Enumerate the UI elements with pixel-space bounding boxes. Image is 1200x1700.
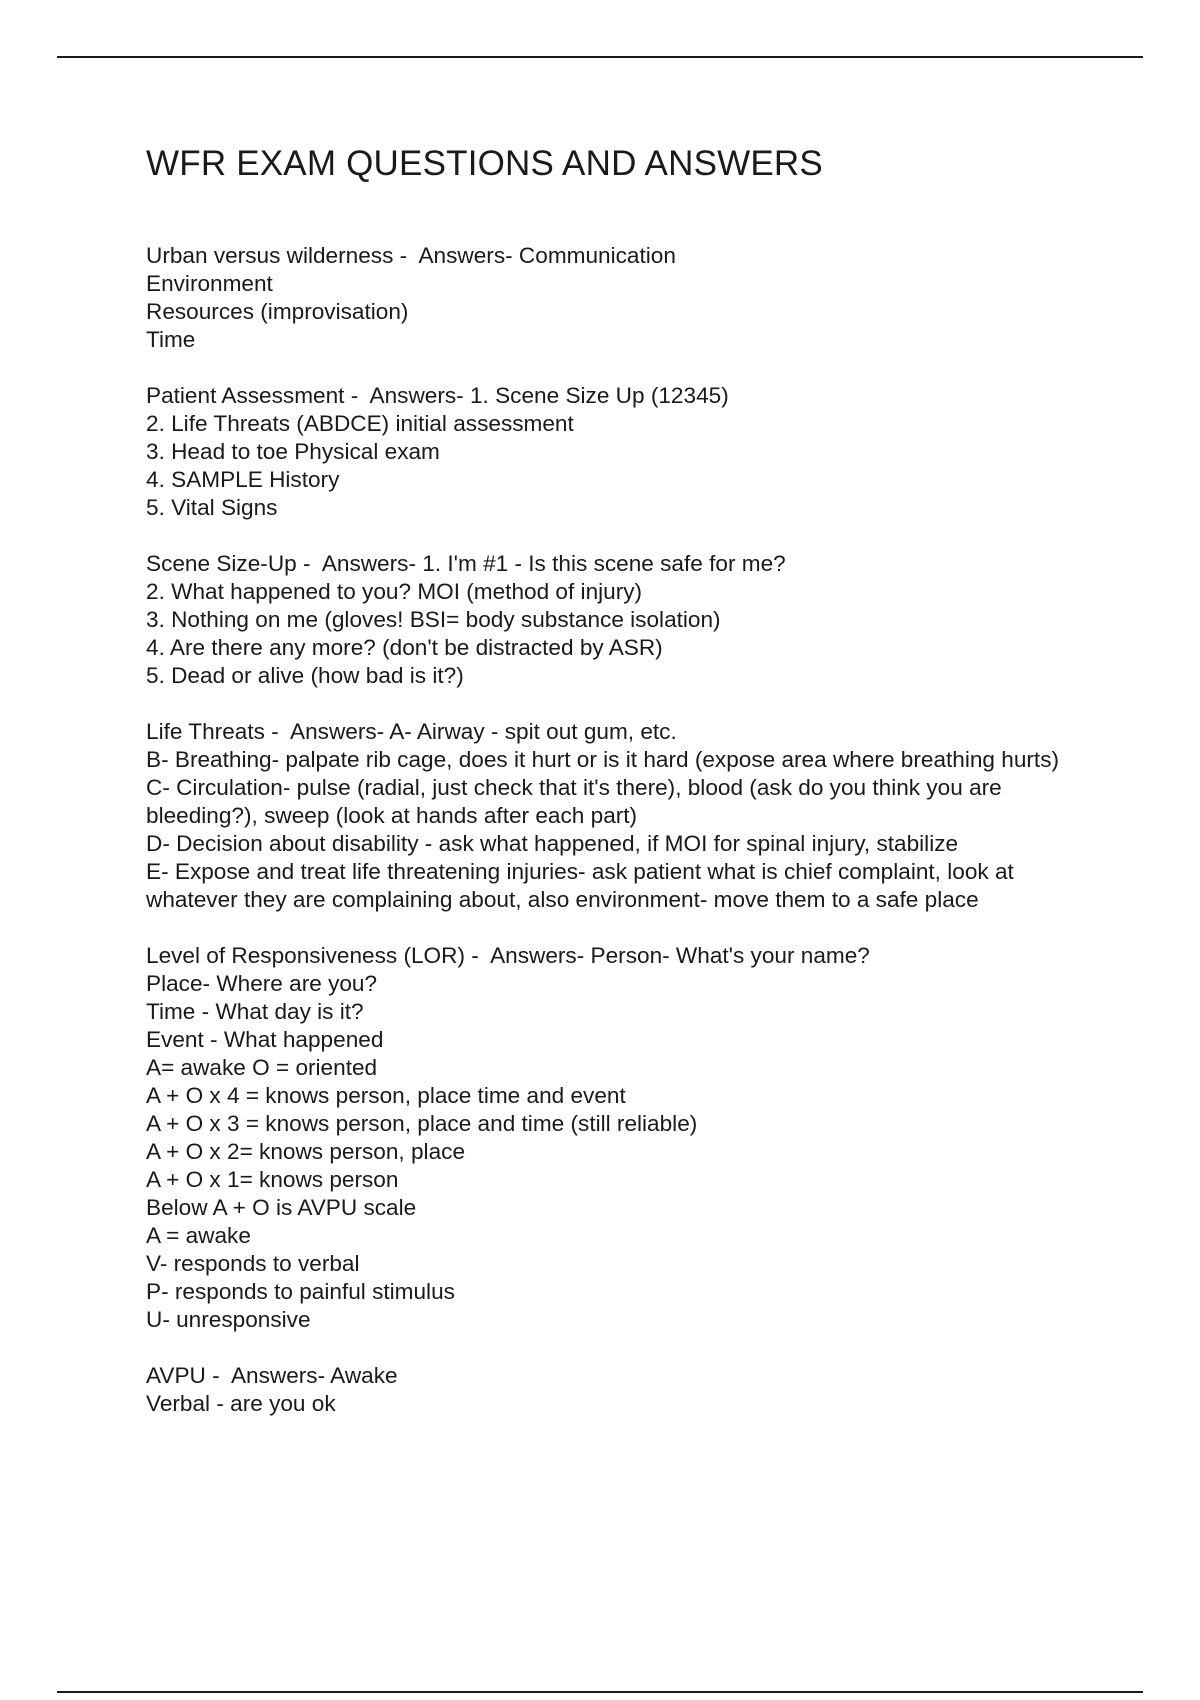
answer-line: A= awake O = oriented — [146, 1055, 378, 1080]
qa-section — [146, 382, 1086, 522]
question-text: Scene Size-Up — [146, 551, 297, 576]
answer-line: Below A + O is AVPU scale — [146, 1195, 417, 1220]
top-rule — [57, 56, 1143, 58]
answer-line: D- Decision about disability - ask what happened, if MOI for spinal injury, stabilize — [146, 831, 959, 856]
answer-label: Answers- — [418, 243, 513, 268]
answer-line: Resources (improvisation) — [146, 299, 409, 324]
answer-label: Answers- — [321, 551, 416, 576]
answer-text: A- Airway - spit out gum, etc. — [384, 719, 677, 744]
qa-separator: - — [205, 1363, 231, 1388]
answer-text: Communication — [512, 243, 676, 268]
answer-line: A + O x 2= knows person, place — [146, 1139, 466, 1164]
answer-label: Answers- — [369, 383, 464, 408]
answer-line: C- Circulation- pulse (radial, just check that it's there), blood (ask do you think you are bleeding?), sweep (look at hands after each part) — [146, 775, 1009, 828]
question-text: Life Threats — [146, 719, 265, 744]
qa-first-line — [146, 382, 1086, 410]
qa-first-line — [146, 718, 1086, 746]
answer-label: Answers- — [230, 1363, 326, 1388]
qa-first-line — [146, 942, 1086, 970]
answer-line: 3. Head to toe Physical exam — [146, 439, 440, 464]
answer-label: Answers- — [290, 719, 385, 744]
question-text: AVPU — [146, 1363, 206, 1388]
page-title: WFR EXAM QUESTIONS AND ANSWERS — [146, 144, 823, 183]
qa-section — [146, 1362, 1086, 1418]
qa-section — [146, 242, 1086, 354]
answer-line: Time — [146, 327, 196, 352]
question-text: Patient Assessment — [146, 383, 345, 408]
answer-line: A + O x 3 = knows person, place and time (still reliable) — [146, 1111, 698, 1136]
answer-line: Time - What day is it? — [146, 999, 364, 1024]
answer-line: 3. Nothing on me (gloves! BSI= body substance isolation) — [146, 607, 721, 632]
answer-text: Person- What's your name? — [584, 943, 870, 968]
question-text: Level of Responsiveness (LOR) — [146, 943, 465, 968]
answer-line: B- Breathing- palpate rib cage, does it hurt or is it hard (expose area where breathing hurts) — [146, 747, 1060, 772]
answer-line: 4. SAMPLE History — [146, 467, 340, 492]
answer-text: 1. I'm #1 - Is this scene safe for me? — [415, 551, 786, 576]
answer-text: Awake — [325, 1363, 398, 1388]
answer-line: V- responds to verbal — [146, 1251, 360, 1276]
qa-content — [146, 242, 1086, 1446]
qa-first-line — [146, 550, 1086, 578]
answer-line: 5. Vital Signs — [146, 495, 278, 520]
bottom-rule — [57, 1691, 1143, 1693]
qa-first-line — [146, 1362, 1086, 1390]
answer-line: A + O x 4 = knows person, place time and event — [146, 1083, 626, 1108]
qa-section — [146, 718, 1086, 914]
answer-line: E- Expose and treat life threatening injuries- ask patient what is chief complaint, look at whatever they are complaining about, also environment- move them to a safe place — [146, 859, 1021, 912]
answer-line: 2. Life Threats (ABDCE) initial assessment — [146, 411, 574, 436]
answer-line: Place- Where are you? — [146, 971, 378, 996]
qa-separator: - — [393, 243, 419, 268]
qa-separator: - — [296, 551, 322, 576]
answer-line: U- unresponsive — [146, 1307, 311, 1332]
answer-line: P- responds to painful stimulus — [146, 1279, 455, 1304]
answer-line: 2. What happened to you? MOI (method of injury) — [146, 579, 643, 604]
qa-separator: - — [264, 719, 291, 744]
question-text: Urban versus wilderness — [146, 243, 394, 268]
answer-line: A = awake — [146, 1223, 251, 1248]
qa-separator: - — [464, 943, 491, 968]
answer-line: 4. Are there any more? (don't be distracted by ASR) — [146, 635, 663, 660]
qa-section — [146, 550, 1086, 690]
answer-line: A + O x 1= knows person — [146, 1167, 399, 1192]
qa-first-line — [146, 242, 1086, 270]
qa-separator: - — [344, 383, 370, 408]
answer-line: Environment — [146, 271, 273, 296]
qa-section — [146, 942, 1086, 1334]
answer-text: 1. Scene Size Up (12345) — [463, 383, 729, 408]
answer-line: Verbal - are you ok — [146, 1391, 336, 1416]
answer-line: Event - What happened — [146, 1027, 384, 1052]
answer-label: Answers- — [490, 943, 585, 968]
answer-line: 5. Dead or alive (how bad is it?) — [146, 663, 464, 688]
